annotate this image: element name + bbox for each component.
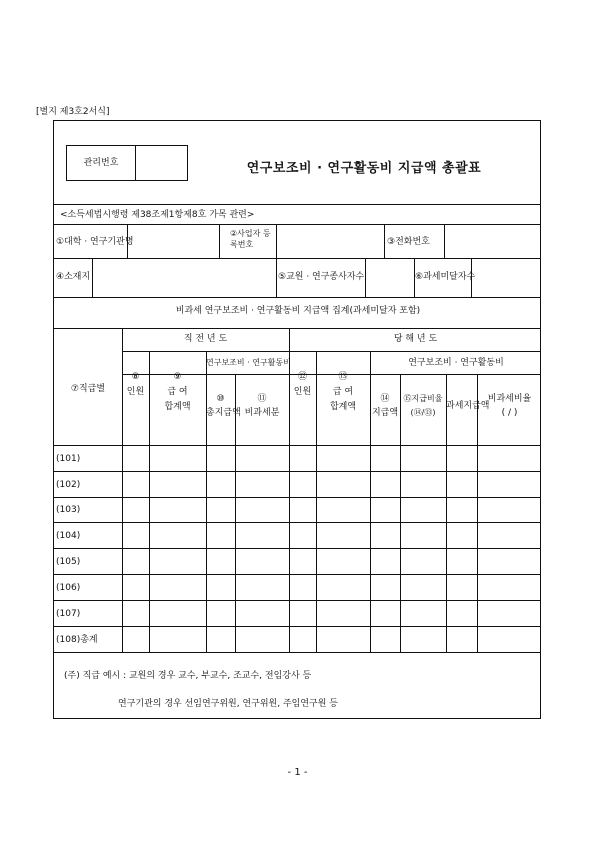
rank-column-header: ⑦직급별 bbox=[70, 384, 106, 394]
col14-header: 지급액 bbox=[371, 408, 399, 418]
business-number-label: ②사업자 등록번호 bbox=[230, 229, 271, 249]
staff-count-label: ⑤교원 · 연구종사자수 bbox=[278, 272, 365, 282]
col9-header-a: 급 여 bbox=[167, 387, 188, 397]
management-number-label: 관리번호 bbox=[83, 158, 119, 168]
row-label: (105) bbox=[56, 557, 81, 567]
address-label: ④소재지 bbox=[56, 272, 91, 282]
col15-formula: (⑭/⑬) bbox=[410, 408, 436, 417]
prev-year-header: 직 전 년 도 bbox=[183, 334, 228, 344]
col17-formula: ( / ) bbox=[501, 408, 518, 418]
allowance-prev-header: 연구보조비 · 연구활동비 bbox=[206, 358, 291, 367]
row-label: (103) bbox=[56, 505, 81, 515]
row-label: (104) bbox=[56, 531, 81, 541]
col12-number: ⑫ bbox=[297, 372, 307, 382]
legal-reference: <소득세법시행령 제38조제1항제8호 가목 관련> bbox=[60, 210, 255, 220]
col10-number: ⑩ bbox=[216, 394, 225, 404]
col8-number: ⑧ bbox=[131, 372, 140, 382]
row-label: (107) bbox=[56, 609, 81, 619]
page-number: - 1 - bbox=[287, 767, 308, 778]
col17-header: 비과세비율 bbox=[487, 394, 532, 404]
note-line-1: (주) 직급 예시 : 교원의 경우 교수, 부교수, 조교수, 전임강사 등 bbox=[64, 671, 312, 681]
row-total-label: (108)총계 bbox=[56, 635, 98, 645]
summary-form bbox=[53, 120, 541, 719]
page-title: 연구보조비 · 연구활동비 지급액 총괄표 bbox=[246, 161, 482, 176]
note-line-2: 연구기관의 경우 선임연구위원, 연구위원, 주임연구원 등 bbox=[118, 699, 338, 709]
phone-label: ③전화번호 bbox=[387, 237, 430, 247]
summary-caption: 비과세 연구보조비 · 연구활동비 지급액 집계(과세미달자 포함) bbox=[175, 306, 421, 316]
management-number-box bbox=[66, 145, 188, 181]
col13-header-a: 급 여 bbox=[332, 387, 354, 397]
institution-label: ①대학 · 연구기관명 bbox=[56, 237, 134, 247]
allowance-curr-header: 연구보조비 · 연구활동비 bbox=[408, 358, 504, 368]
form-label: [별지 제3호2서식] bbox=[36, 107, 110, 117]
curr-year-header: 당 해 년 도 bbox=[393, 334, 438, 344]
col15-header: ⑮지급비율 bbox=[403, 394, 443, 403]
row-label: (106) bbox=[56, 583, 81, 593]
col12-header: 인원 bbox=[293, 387, 312, 397]
col14-number: ⑭ bbox=[380, 394, 390, 404]
col8-header: 인원 bbox=[126, 387, 145, 397]
nontax-count-label: ⑥과세미달자수 bbox=[415, 272, 476, 282]
col9-header-b: 합계액 bbox=[164, 402, 191, 412]
row-label: (102) bbox=[56, 480, 81, 490]
col10-header: 총지급액 bbox=[206, 408, 241, 418]
col13-number: ⑬ bbox=[338, 372, 348, 382]
row-label: (101) bbox=[56, 454, 81, 464]
col16-header: 과세지급액 bbox=[446, 401, 490, 411]
col9-number: ⑨ bbox=[173, 372, 182, 382]
col11-number: ⑪ bbox=[257, 394, 267, 404]
col11-header: 비과세분 bbox=[244, 408, 280, 418]
col13-header-b: 합계액 bbox=[329, 402, 357, 412]
